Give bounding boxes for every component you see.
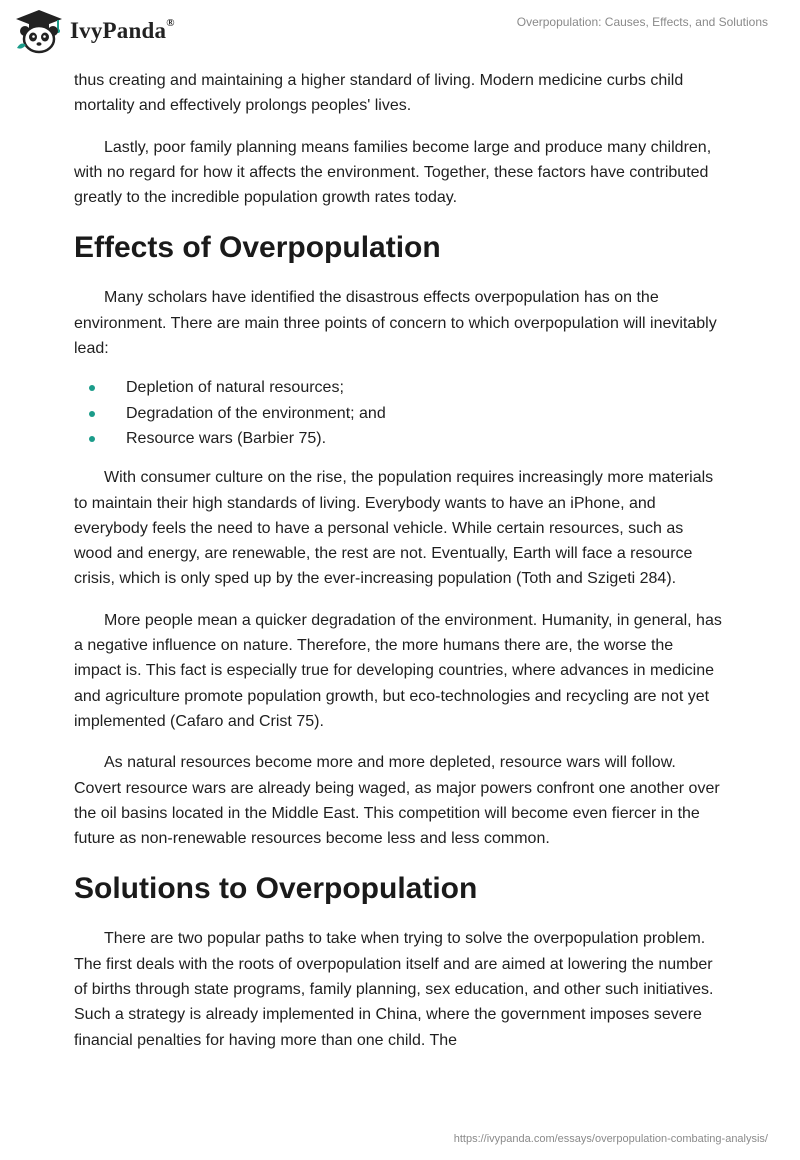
paragraph-intro-continued: thus creating and maintaining a higher standard of living. Modern medicine curbs child mortality and effectively prolongs peoples' lives.: [74, 72, 684, 115]
list-item: Resource wars (Barbier 75).: [74, 426, 722, 451]
bullet-icon: [89, 411, 95, 417]
paragraph-family-planning: Lastly, poor family planning means families become large and produce many children, with no regard for how it affects the environment. Together, these factors have contributed greatly to the incredible population growth rates today.: [74, 138, 712, 207]
list-item: Degradation of the environment; and: [74, 401, 722, 426]
list-item: Depletion of natural resources;: [74, 375, 722, 400]
effects-list: [74, 375, 722, 451]
bullet-icon: [89, 436, 95, 442]
essay-body: [74, 68, 722, 1069]
page-header: [0, 0, 800, 62]
heading-solutions: Solutions to Overpopulation: [74, 872, 478, 906]
brand-logo[interactable]: [14, 8, 175, 54]
source-url[interactable]: https://ivypanda.com/essays/overpopulation-combating-analysis/: [453, 1133, 768, 1145]
brand-name: IvyPanda®: [70, 17, 175, 43]
paragraph-resource-wars: As natural resources become more and more depleted, resource wars will follow. Covert resource wars are already being waged, as major powers confront one another over the oil basins located in the Middle East. This competition will become even fiercer in the future as non-renewable resources become less and less common.: [74, 754, 720, 848]
heading-effects: Effects of Overpopulation: [74, 231, 441, 265]
bullet-icon: [89, 385, 95, 391]
paragraph-scholars: Many scholars have identified the disastrous effects overpopulation has on the environment. There are main three points of concern to which overpopulation will inevitably lead:: [74, 289, 717, 358]
paragraph-consumer-culture: With consumer culture on the rise, the population requires increasingly more materials to maintain their high standards of living. Everybody wants to have an iPhone, and everybody feels the need to have a personal vehicle. While certain resources, such as wood and energy, are renewable, the rest are not. Eventually, Earth will face a resource crisis, which is only sped up by the ever-increasing population (Toth and Szigeti 284).: [74, 469, 714, 588]
paragraph-solutions: There are two popular paths to take when trying to solve the overpopulation problem. The first deals with the roots of overpopulation itself and are aimed at lowering the number of births through state programs, family planning, sex education, and other such initiatives. Such a strategy is already implemented in China, where the government imposes severe financial penalties for having more than one child. The: [74, 930, 714, 1049]
document-title: Overpopulation: Causes, Effects, and Solutions: [516, 15, 768, 29]
paragraph-degradation: More people mean a quicker degradation of the environment. Humanity, in general, has a negative influence on nature. Therefore, the more humans there are, the worse the impact is. This fact is especially true for developing countries, where advances in medicine and agriculture promote population growth, but eco-technologies and recycling are not yet implemented (Cafaro and Crist 75).: [74, 611, 722, 730]
panda-graduate-icon: [14, 8, 64, 54]
